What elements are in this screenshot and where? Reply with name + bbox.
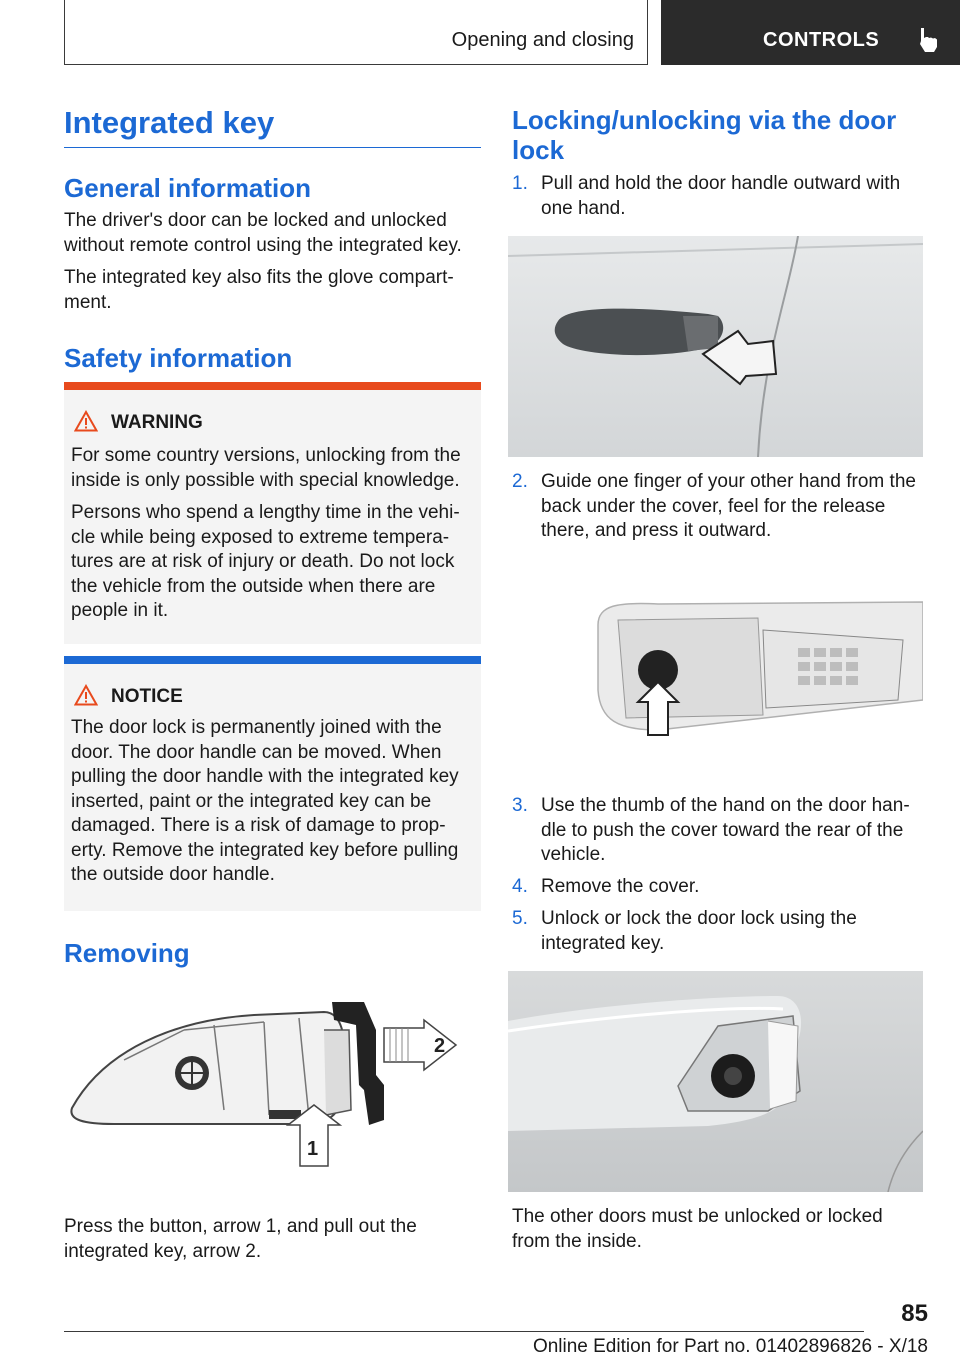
warning-triangle-icon — [74, 410, 98, 432]
removing-caption: Press the button, arrow 1, and pull out the integrated key, arrow 2. — [64, 1216, 417, 1262]
pointing-hand-icon — [917, 27, 941, 53]
warning-box — [64, 382, 481, 644]
cover-release-photo — [508, 590, 923, 740]
header-chapter-tab — [661, 0, 960, 65]
integrated-key-illustration — [64, 990, 474, 1175]
closing-note: The other doors must be unlocked or locked from the inside. — [512, 1206, 883, 1252]
step-1-text: Pull and hold the door handle outward with one hand. — [541, 173, 901, 219]
notice-triangle-icon — [74, 684, 98, 706]
step-5-number: 5. — [512, 908, 528, 929]
notice-box — [64, 656, 481, 911]
notice-bar — [64, 656, 481, 664]
removing-heading: Removing — [64, 938, 190, 968]
page-title: Integrated key — [64, 105, 275, 140]
general-paragraph-2: The integrated key also fits the glove compart‐ment. — [64, 267, 454, 313]
header-section-tab — [64, 0, 648, 65]
general-heading: General information — [64, 173, 312, 203]
door-lock-heading: Locking/unlocking via the door lock — [512, 105, 897, 165]
footer-rule — [64, 1331, 864, 1332]
notice-label: NOTICE — [111, 686, 183, 707]
arrow-1-label: 1 — [307, 1138, 319, 1160]
warning-bar — [64, 382, 481, 390]
warning-paragraph-1: For some country versions, unlocking from the inside is only possible with special knowledge. — [71, 445, 461, 491]
header-chapter-title: CONTROLS — [763, 29, 880, 51]
door-handle-photo — [508, 236, 923, 457]
step-3-text: Use the thumb of the hand on the door han‐dle to push the cover toward the rear of the vehicle. — [541, 795, 910, 865]
warning-label: WARNING — [111, 412, 203, 433]
exposed-lock-photo — [508, 971, 923, 1192]
title-rule — [64, 147, 481, 148]
step-1-number: 1. — [512, 173, 528, 194]
step-4-text: Remove the cover. — [541, 876, 700, 897]
warning-paragraph-2: Persons who spend a lengthy time in the vehi‐cle while being exposed to extreme tempera‐tures are at risk of injury or death. Do not lock the vehicle from the outside when there are people in it. — [71, 502, 460, 621]
step-2-text: Guide one finger of your other hand from the back under the cover, feel for the release there, and press it outward. — [541, 471, 916, 541]
step-4-number: 4. — [512, 876, 528, 897]
step-2-number: 2. — [512, 471, 528, 492]
step-5-text: Unlock or lock the door lock using the integrated key. — [541, 908, 857, 954]
notice-paragraph: The door lock is permanently joined with the door. The door handle can be moved. When pulling the door handle with the integrated key inserted, paint or the integrated key can be damaged. There is a risk of damage to prop‐erty. Remove the integrated key before pulling the outside door handle. — [71, 717, 459, 885]
safety-heading: Safety information — [64, 343, 293, 373]
footer-edition: Online Edition for Part no. 01402896826 - X/18 — [532, 1336, 928, 1357]
header-section-title: Opening and closing — [451, 29, 634, 51]
general-paragraph-1: The driver's door can be locked and unlocked without remote control using the integrated key. — [64, 210, 462, 256]
step-3-number: 3. — [512, 795, 528, 816]
page-number: 85 — [901, 1300, 928, 1327]
arrow-2-label: 2 — [434, 1035, 446, 1057]
